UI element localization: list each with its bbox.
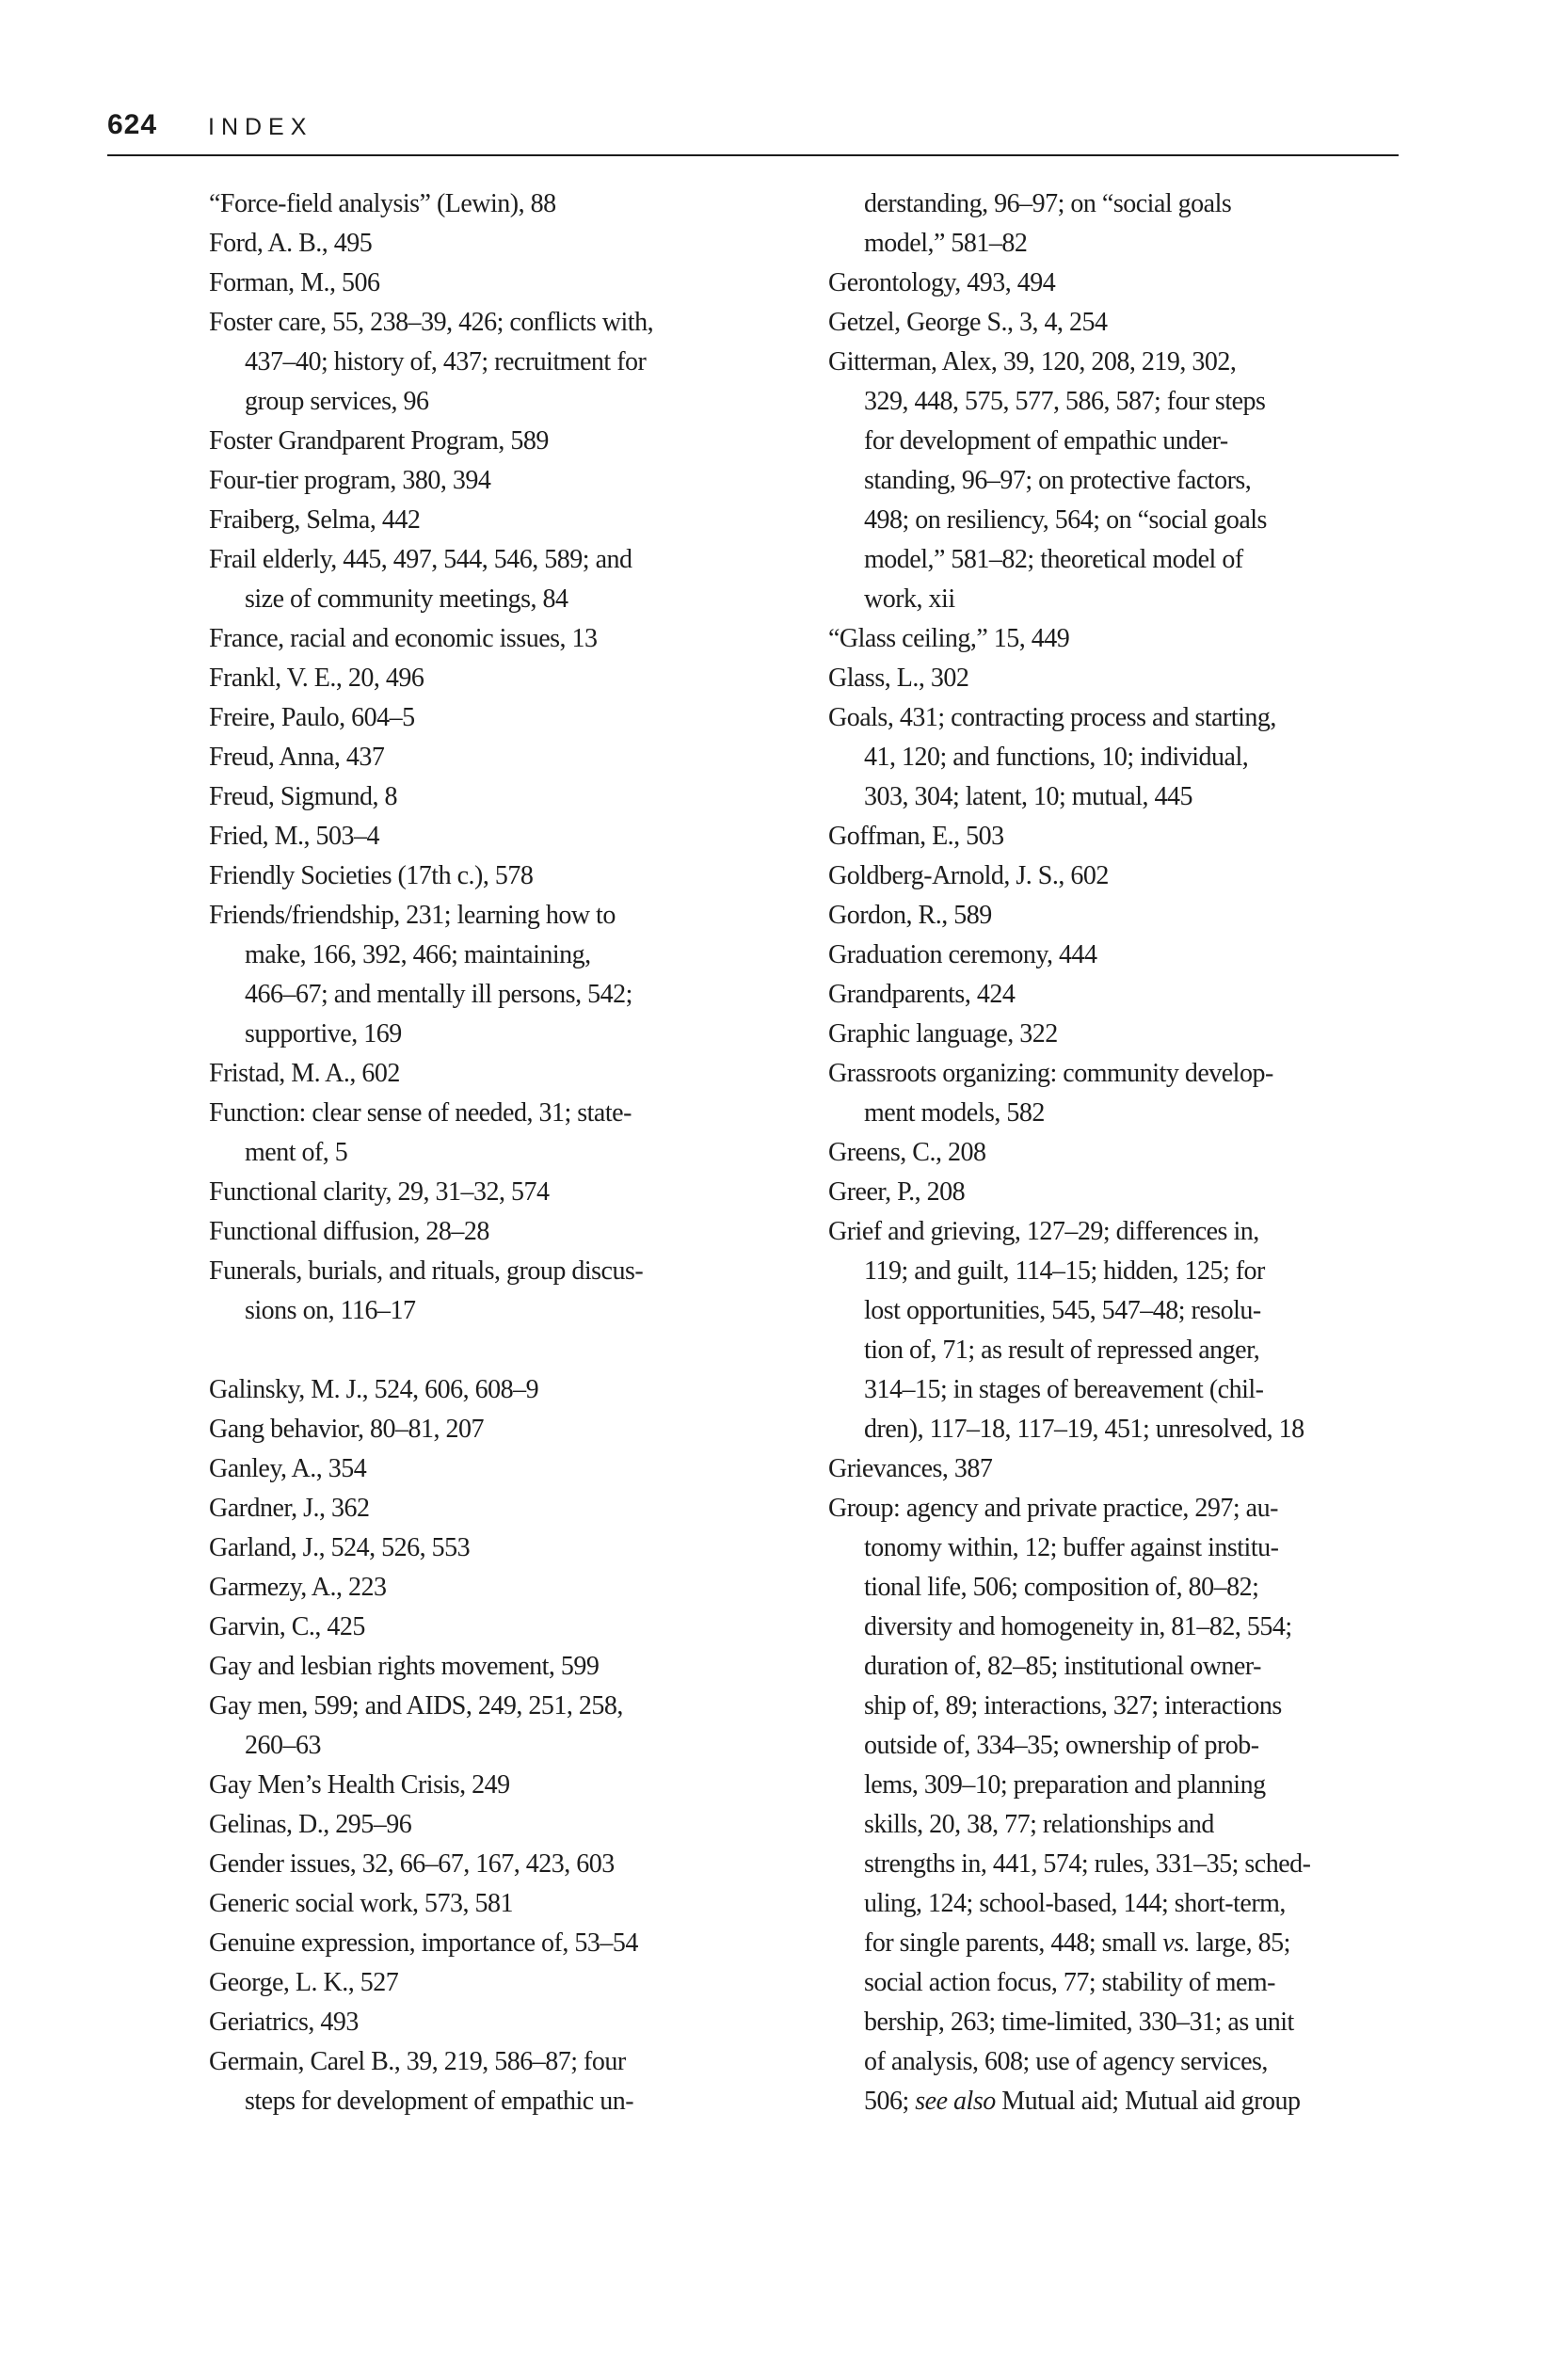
index-entry-line: Gang behavior, 80–81, 207 [209,1415,484,1444]
index-entry-line: Gordon, R., 589 [828,901,992,930]
index-entry-line: Gay men, 599; and AIDS, 249, 251, 258, [209,1691,623,1720]
index-entry-line: “Glass ceiling,” 15, 449 [828,624,1070,653]
index-entry-line: 119; and guilt, 114–15; hidden, 125; for [864,1256,1265,1286]
index-entry-line: Grandparents, 424 [828,980,1016,1009]
index-entry-line: Group: agency and private practice, 297; au- [828,1494,1278,1523]
index-entry-line: Goals, 431; contracting process and starting, [828,703,1276,732]
running-head-title: INDEX [208,114,313,140]
index-entry-line: Greer, P., 208 [828,1177,966,1207]
index-entry-line: model,” 581–82 [864,229,1028,258]
index-entry-line: for development of empathic under- [864,426,1228,456]
index-entry-line: make, 166, 392, 466; maintaining, [245,940,591,969]
index-entry-line: strengths in, 441, 574; rules, 331–35; sched- [864,1849,1311,1879]
index-entry-line: Gitterman, Alex, 39, 120, 208, 219, 302, [828,347,1237,376]
index-entry-line: ment of, 5 [245,1138,348,1167]
index-entry-line: lems, 309–10; preparation and planning [864,1770,1266,1800]
index-entry-line: model,” 581–82; theoretical model of [864,545,1243,574]
index-entry-line: Gelinas, D., 295–96 [209,1810,412,1839]
index-entry-line: Greens, C., 208 [828,1138,986,1167]
index-entry-line: Gay Men’s Health Crisis, 249 [209,1770,510,1800]
index-entry-line: sions on, 116–17 [245,1296,416,1325]
index-entry-line: skills, 20, 38, 77; relationships and [864,1810,1214,1839]
blank-line [209,1331,736,1370]
index-entry-line: Gardner, J., 362 [209,1494,370,1523]
index-entry-line: social action focus, 77; stability of mem- [864,1968,1276,1997]
index-entry-line: Glass, L., 302 [828,664,969,693]
index-column-right [828,184,1355,2121]
index-entry-line: duration of, 82–85; institutional owner- [864,1652,1261,1681]
index-entry-line: 314–15; in stages of bereavement (chil- [864,1375,1264,1404]
page-number: 624 [107,109,158,140]
index-entry-line: Grassroots organizing: community develop- [828,1059,1273,1088]
index-entry-line: Germain, Carel B., 39, 219, 586–87; four [209,2047,626,2076]
index-entry-line: 506; see also Mutual aid; Mutual aid group [864,2087,1301,2116]
index-entry-line: work, xii [864,584,955,614]
index-entry-line: ship of, 89; interactions, 327; interactions [864,1691,1282,1720]
index-entry-line: George, L. K., 527 [209,1968,399,1997]
index-entry-line: Freud, Sigmund, 8 [209,782,397,811]
index-entry-line: group services, 96 [245,387,429,416]
index-entry-line: standing, 96–97; on protective factors, [864,466,1252,495]
index-entry-line: for single parents, 448; small vs. large, 85; [864,1928,1290,1958]
index-entry-line: 41, 120; and functions, 10; individual, [864,743,1249,772]
index-entry-line: Gay and lesbian rights movement, 599 [209,1652,600,1681]
index-entry-line: Frail elderly, 445, 497, 544, 546, 589; and [209,545,632,574]
index-entry-line: Graphic language, 322 [828,1019,1058,1048]
index-entry-line: Graduation ceremony, 444 [828,940,1097,969]
index-entry-line: Fraiberg, Selma, 442 [209,505,421,535]
index-entry-line: outside of, 334–35; ownership of prob- [864,1731,1259,1760]
index-entry-line: Function: clear sense of needed, 31; state- [209,1098,632,1128]
index-entry-line: Functional diffusion, 28–28 [209,1217,489,1246]
index-entry-line: Fried, M., 503–4 [209,822,379,851]
index-entry-line: Generic social work, 573, 581 [209,1889,513,1918]
index-entry-line: Foster Grandparent Program, 589 [209,426,549,456]
index-entry-line: Grievances, 387 [828,1454,993,1483]
index-entry-line: Freud, Anna, 437 [209,743,385,772]
index-entry-line: Gerontology, 493, 494 [828,268,1056,297]
index-entry-line: Funerals, burials, and rituals, group discus- [209,1256,644,1286]
index-entry-line: 498; on resiliency, 564; on “social goals [864,505,1267,535]
index-entry-line: Geriatrics, 493 [209,2008,359,2037]
index-entry-line: of analysis, 608; use of agency services, [864,2047,1268,2076]
index-entry-line: tonomy within, 12; buffer against institu- [864,1533,1279,1562]
index-entry-line: supportive, 169 [245,1019,402,1048]
index-entry-line: Friends/friendship, 231; learning how to [209,901,616,930]
index-entry-line: Foster care, 55, 238–39, 426; conflicts with, [209,308,654,337]
index-entry-line: 329, 448, 575, 577, 586, 587; four steps [864,387,1266,416]
index-entry-line: tion of, 71; as result of repressed anger, [864,1336,1260,1365]
index-entry-line: Freire, Paulo, 604–5 [209,703,415,732]
index-column-left [209,184,736,2121]
index-entry-line: Frankl, V. E., 20, 496 [209,664,424,693]
index-entry-line: Galinsky, M. J., 524, 606, 608–9 [209,1375,539,1404]
index-entry-line: uling, 124; school-based, 144; short-term, [864,1889,1286,1918]
index-entry-line: Genuine expression, importance of, 53–54 [209,1928,638,1958]
index-entry-line: “Force-field analysis” (Lewin), 88 [209,189,556,218]
index-entry-line: size of community meetings, 84 [245,584,568,614]
index-entry-line: 260–63 [245,1731,321,1760]
index-entry-line: Functional clarity, 29, 31–32, 574 [209,1177,550,1207]
index-entry-line: dren), 117–18, 117–19, 451; unresolved, 18 [864,1415,1304,1444]
index-entry-line: Getzel, George S., 3, 4, 254 [828,308,1108,337]
index-entry-line: Forman, M., 506 [209,268,380,297]
index-entry-line: steps for development of empathic un- [245,2087,634,2116]
index-entry-line: France, racial and economic issues, 13 [209,624,598,653]
index-entry-line: Garland, J., 524, 526, 553 [209,1533,471,1562]
index-entry-line: Garvin, C., 425 [209,1612,365,1641]
index-entry-line: Goffman, E., 503 [828,822,1004,851]
index-entry-line: Fristad, M. A., 602 [209,1059,400,1088]
index-entry-line: Ganley, A., 354 [209,1454,367,1483]
index-entry-line: Friendly Societies (17th c.), 578 [209,861,534,890]
index-entry-line: Goldberg-Arnold, J. S., 602 [828,861,1109,890]
index-entry-line: derstanding, 96–97; on “social goals [864,189,1232,218]
index-entry-line: 303, 304; latent, 10; mutual, 445 [864,782,1193,811]
index-entry-line: Ford, A. B., 495 [209,229,373,258]
index-entry-line: 437–40; history of, 437; recruitment for [245,347,647,376]
index-entry-line: diversity and homogeneity in, 81–82, 554; [864,1612,1292,1641]
header-rule [107,154,1399,156]
index-entry-line: ment models, 582 [864,1098,1045,1128]
index-entry-line: Garmezy, A., 223 [209,1573,387,1602]
index-entry-line: lost opportunities, 545, 547–48; resolu- [864,1296,1261,1325]
index-entry-line: Four-tier program, 380, 394 [209,466,491,495]
index-entry-line: bership, 263; time-limited, 330–31; as unit [864,2008,1294,2037]
index-entry-line: Grief and grieving, 127–29; differences in, [828,1217,1259,1246]
index-entry-line: tional life, 506; composition of, 80–82; [864,1573,1259,1602]
index-entry-line: Gender issues, 32, 66–67, 167, 423, 603 [209,1849,615,1879]
index-entry-line: 466–67; and mentally ill persons, 542; [245,980,632,1009]
